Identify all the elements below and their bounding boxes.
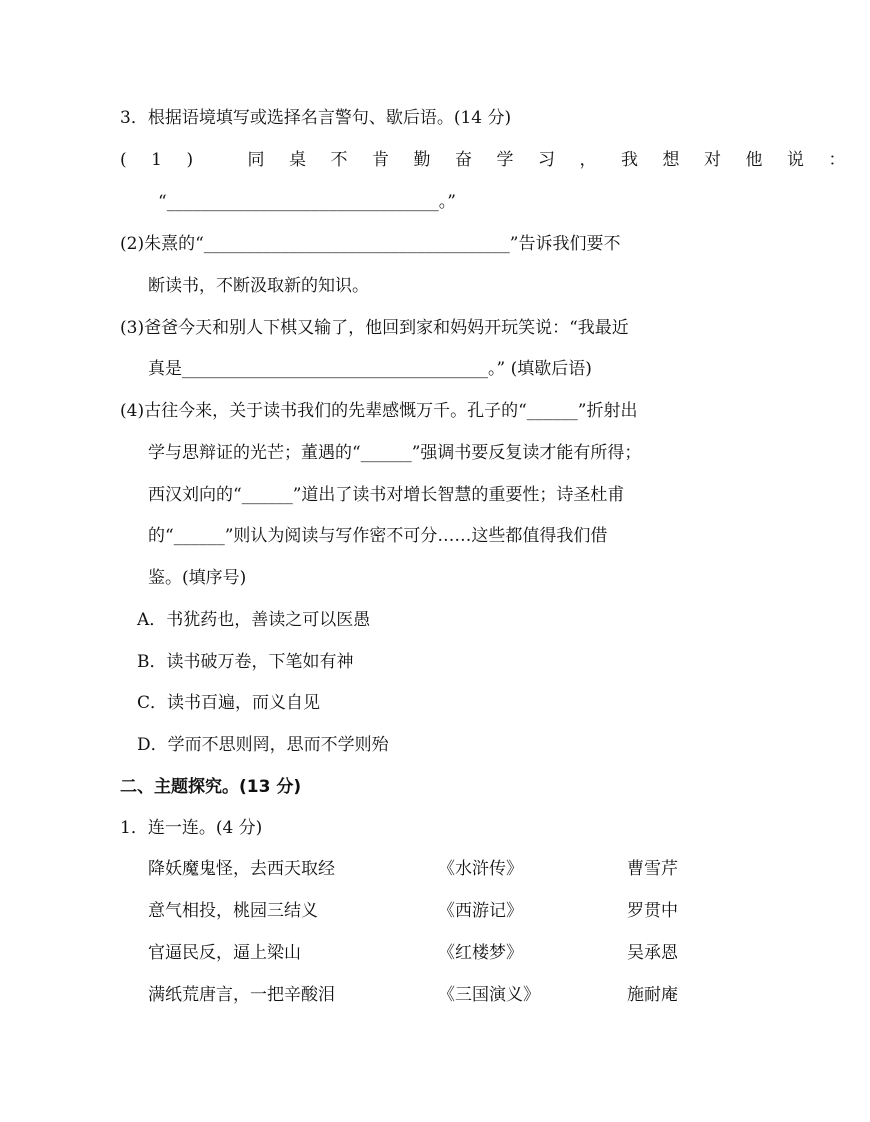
part-4-line-4: 的“______”则认为阅读与写作密不可分……这些都值得我们借 <box>148 526 608 546</box>
matching-row <box>148 983 678 1007</box>
matching-book: 《三国演义》 <box>438 985 540 1005</box>
option-b: B．读书破万卷，下笔如有神 <box>137 652 354 672</box>
part-1-line-1: (1) 同桌不肯勤奋学习，我想对他说： <box>120 150 870 170</box>
part-3-line-2: 真是____________________________________。” (填歇后语) <box>148 359 592 379</box>
matching-book: 《西游记》 <box>438 901 523 921</box>
matching-author: 吴承恩 <box>627 943 678 963</box>
matching-author: 罗贯中 <box>627 901 678 921</box>
matching-description: 满纸荒唐言，一把辛酸泪 <box>148 985 335 1005</box>
part-4-line-5: 鉴。(填序号) <box>148 568 247 588</box>
part-2-line-2: 断读书，不断汲取新的知识。 <box>148 276 369 296</box>
part-4-line-3: 西汉刘向的“______”道出了读书对增长智慧的重要性；诗圣杜甫 <box>148 485 625 505</box>
matching-book: 《红楼梦》 <box>438 943 523 963</box>
part-3-line-1: (3)爸爸今天和别人下棋又输了，他回到家和妈妈开玩笑说：“我最近 <box>120 318 629 338</box>
option-a: A．书犹药也，善读之可以医愚 <box>137 610 371 630</box>
part-2-line-1: (2)朱熹的“____________________________________”告诉我们要不 <box>120 234 621 254</box>
matching-description: 意气相投，桃园三结义 <box>148 901 318 921</box>
matching-row <box>148 857 678 881</box>
option-c: C．读书百遍，而义自见 <box>137 693 321 713</box>
matching-author: 曹雪芹 <box>627 859 678 879</box>
question-3-heading: 3．根据语境填写或选择名言警句、歇后语。(14 分) <box>120 108 512 128</box>
matching-row <box>148 941 678 965</box>
part-4-line-1: (4)古往今来，关于读书我们的先辈感慨万千。孔子的“______”折射出 <box>120 401 638 421</box>
part-1-answer-blank: “________________________________。” <box>158 192 456 212</box>
matching-row <box>148 899 678 923</box>
part-4-line-2: 学与思辩证的光芒；董遇的“______”强调书要反复读才能有所得； <box>148 443 642 463</box>
option-d: D．学而不思则罔，思而不学则殆 <box>137 735 389 755</box>
matching-book: 《水浒传》 <box>438 859 523 879</box>
matching-description: 官逼民反，逼上梁山 <box>148 943 301 963</box>
matching-author: 施耐庵 <box>627 985 678 1005</box>
matching-description: 降妖魔鬼怪，去西天取经 <box>148 859 335 879</box>
matching-question-heading: 1．连一连。(4 分) <box>120 818 263 838</box>
section-2-heading: 二、主题探究。(13 分) <box>120 777 302 797</box>
